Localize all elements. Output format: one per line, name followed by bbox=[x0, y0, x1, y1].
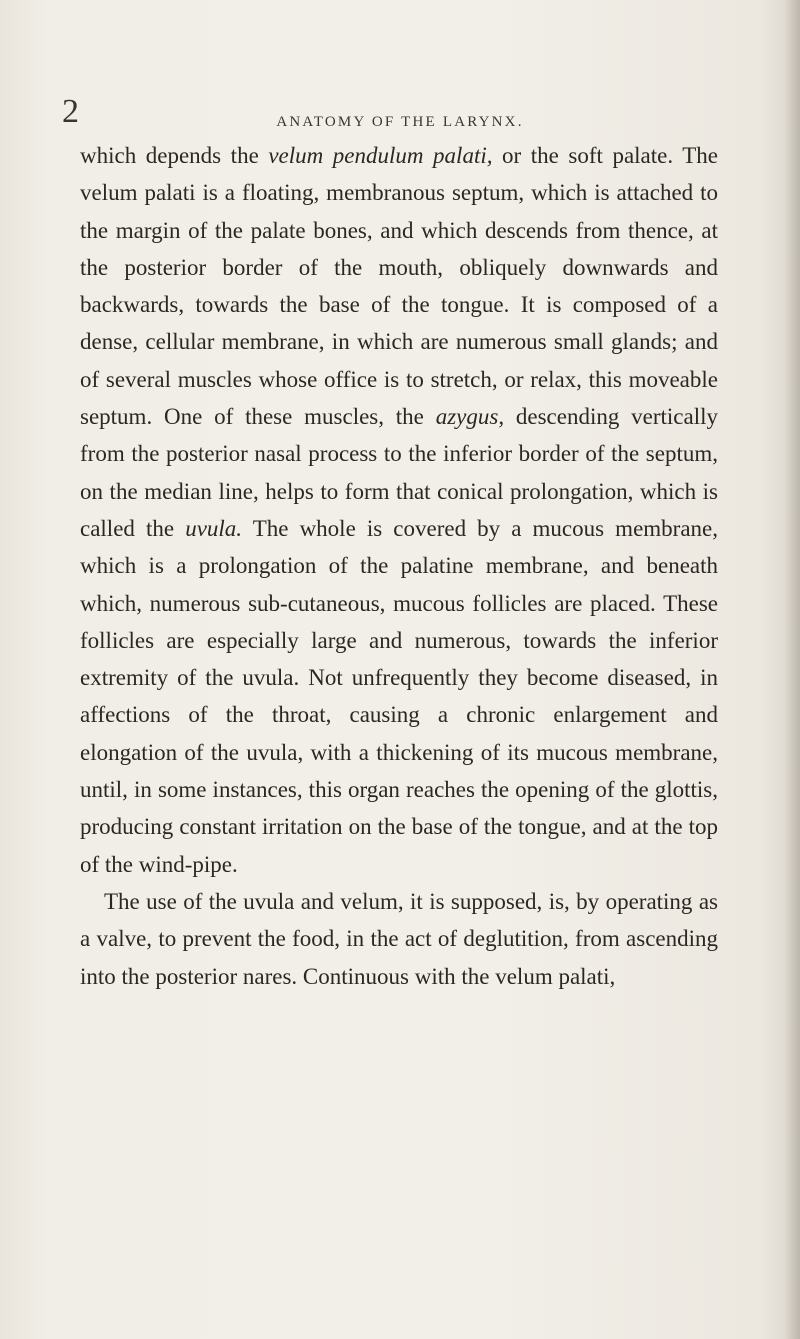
italic-term-azygus: azygus, bbox=[435, 404, 505, 430]
italic-term-velum: velum pendulum palati, bbox=[268, 143, 493, 168]
paragraph-1 bbox=[80, 137, 718, 883]
running-head: ANATOMY OF THE LARYNX. bbox=[276, 114, 524, 130]
body-text bbox=[80, 137, 718, 995]
page-header bbox=[0, 92, 800, 132]
page-number: 2 bbox=[62, 93, 79, 130]
text-run: The whole is covered by a mucous membrane, which is a prolongation of the palatine membrane, and beneath which, numerous sub-cutaneous, mucous follicles are placed. These follicles are especially large and numerous, towards the inferior extremity of the uvula. Not unfrequently they become diseased, in affections of the throat, causing a chronic enlargement and elongation of the uvula, with a thickening of its mucous membrane, until, in some instances, this organ reaches the opening of the glottis, producing constant irritation on the base of the tongue, and at the top of the wind-pipe. bbox=[80, 515, 718, 877]
text-run: descending vertically from the posterior nasal process to the inferior border of the septum, on the median line, helps to form that conical prolongation, which is called the bbox=[80, 404, 718, 541]
text-run: or the soft palate. The velum palati is a floating, membranous septum, which is attached to the margin of the palate bones, and which descends from thence, at the posterior border of the mouth, obliquely downwards and backwards, towards the base of the tongue. It is composed of a dense, cellular membrane, in which are numerous small glands; and of several muscles whose office is to stretch, or relax, this moveable septum. One of these muscles, the bbox=[80, 143, 718, 430]
text-run: which depends the bbox=[80, 143, 269, 168]
paragraph-2: The use of the uvula and velum, it is supposed, is, by operating as a valve, to prevent the food, in the act of deglutition, from ascending into the posterior nares. Continuous with the velum palati, bbox=[80, 888, 718, 989]
italic-term-uvula: uvula. bbox=[185, 515, 243, 541]
page-edge-shadow bbox=[784, 0, 800, 1339]
